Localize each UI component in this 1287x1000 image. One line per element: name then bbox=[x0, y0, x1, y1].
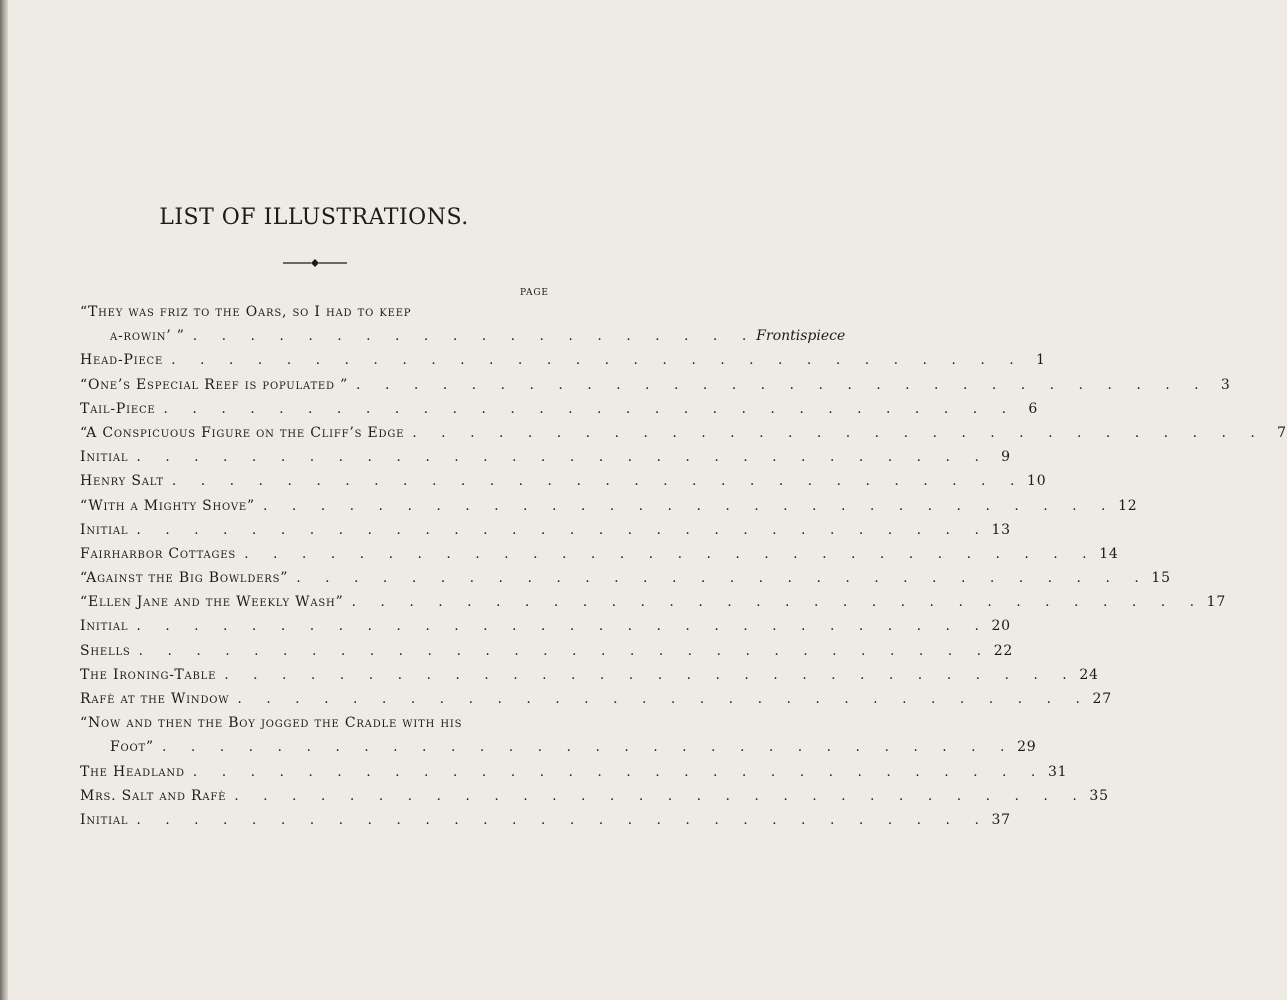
list-item bbox=[80, 518, 1011, 542]
dot-leader: . . . . . . . . . . . . . . . . . . . . . . . . . . . . . . bbox=[136, 449, 989, 466]
entry-label: Tail-Piece bbox=[80, 400, 156, 417]
list-item bbox=[80, 735, 1037, 759]
dot-leader: . . . . . . . . . . . . . . . . . . . . . . . . . . . . . . bbox=[356, 376, 1209, 393]
entry-page: 15 bbox=[1151, 570, 1171, 587]
entry-page: 1 bbox=[1035, 352, 1046, 369]
dot-leader: . . . . . . . . . . . . . . . . . . . . . . . . . . . . . . bbox=[136, 811, 989, 828]
entry-label: The Ironing-Table bbox=[80, 666, 217, 683]
entry-page: 27 bbox=[1092, 691, 1112, 707]
entry-label: Initial bbox=[80, 521, 129, 538]
page-binding-edge bbox=[0, 0, 8, 1000]
dot-leader: . . . . . . . . . . . . . . . . . . . . . . . . . . . . . . bbox=[244, 545, 1097, 562]
entry-page: 37 bbox=[991, 811, 1011, 828]
dot-leader: . . . . . . . . . . . . . . . . . . . . . . . . . . . . . . bbox=[351, 594, 1205, 611]
entry-page: 22 bbox=[993, 642, 1014, 659]
entry-label: Foot” bbox=[110, 739, 154, 756]
list-item bbox=[80, 566, 1171, 590]
dot-leader: . . . . . . . . . . . . . . . . . . . . . . . . . . . . . . bbox=[136, 521, 989, 538]
dot-leader: . . . . . . . . . . . . . . . . . . . . . . . . . . . . . . bbox=[136, 618, 989, 635]
list-item bbox=[80, 300, 546, 324]
dot-leader: . . . . . . . . . . . . . . . . . . . . . . . . . . . . . . bbox=[171, 473, 1025, 490]
list-item bbox=[80, 421, 1287, 445]
list-item bbox=[80, 614, 1011, 638]
entry-page: 24 bbox=[1079, 666, 1099, 683]
list-item bbox=[80, 373, 1231, 397]
entry-label: “Against the Big Bowlders” bbox=[80, 570, 289, 587]
list-item bbox=[80, 469, 1047, 493]
entry-label: “Now and then the Boy jogged the Cradle with his bbox=[80, 715, 463, 732]
entry-label: Head-Piece bbox=[80, 352, 164, 369]
entry-label: Initial bbox=[80, 449, 129, 466]
entry-label: The Headland bbox=[80, 763, 185, 780]
entry-page: 31 bbox=[1047, 763, 1068, 780]
dot-leader: . . . . . . . . . . . . . . . . . . . . . . . . . . . . . . bbox=[138, 642, 992, 659]
list-item bbox=[80, 494, 1138, 518]
list-item bbox=[80, 324, 846, 348]
entry-label: “With a Mighty Shove” bbox=[80, 497, 255, 514]
entry-page: 13 bbox=[991, 521, 1011, 538]
dot-leader: . . . . . . . . . . . . . . . . . . . . . . . . . . . . . . bbox=[163, 400, 1017, 417]
page-title: LIST OF ILLUSTRATIONS. bbox=[159, 205, 469, 230]
entry-label: “They was friz to the Oars, so I had to keep bbox=[80, 304, 412, 320]
list-item bbox=[80, 663, 1099, 687]
list-item bbox=[80, 590, 1227, 614]
list-item bbox=[80, 760, 1068, 784]
list-item bbox=[80, 348, 1046, 372]
entry-label: a-rowin’ ” bbox=[110, 328, 185, 345]
entry-label: “A Conspicuous Figure on the Cliff’s Edge bbox=[80, 424, 405, 441]
entry-label: Fairharbor Cottages bbox=[80, 545, 237, 562]
entry-page: 17 bbox=[1206, 594, 1227, 611]
entry-page: 6 bbox=[1028, 400, 1039, 417]
dot-leader: . . . . . . . . . . . . . . . . . . . . . . . . . . . . . . bbox=[262, 497, 1116, 514]
dot-leader: . . . . . . . . . . . . . . . . . . . . . . . . . . . . . . bbox=[234, 787, 1087, 804]
list-item bbox=[80, 639, 1014, 663]
dot-leader: . . . . . . . . . . . . . . . . . . . . . . . . . . . . . . bbox=[296, 570, 1149, 587]
dot-leader: . . . . . . . . . . . . . . . . . . . . . . . . . . . . . . bbox=[412, 424, 1265, 441]
list-item bbox=[80, 711, 546, 735]
list-item bbox=[80, 445, 1011, 469]
entry-label: “Ellen Jane and the Weekly Wash” bbox=[80, 594, 344, 611]
entry-page: 12 bbox=[1118, 497, 1138, 514]
entry-label: Shells bbox=[80, 642, 131, 659]
entry-page: 35 bbox=[1089, 787, 1109, 804]
dot-leader: . . . . . . . . . . . . . . . . . . . . . . . . . . . . . . bbox=[161, 739, 1015, 756]
dot-leader: . . . . . . . . . . . . . . . . . . . . . . . . . . . . . . bbox=[171, 352, 1024, 369]
list-item bbox=[80, 397, 1039, 421]
entry-page: 20 bbox=[991, 618, 1011, 635]
list-item bbox=[80, 542, 1119, 566]
entry-page: 10 bbox=[1026, 473, 1047, 490]
list-item bbox=[80, 687, 1112, 711]
entry-page: 7 bbox=[1277, 424, 1287, 441]
page-column-label: PAGE bbox=[520, 288, 549, 298]
entry-page: Frontispiece bbox=[756, 328, 846, 345]
entry-label: Initial bbox=[80, 618, 129, 635]
entry-page: 14 bbox=[1099, 545, 1119, 562]
dot-leader: . . . . . . . . . . . . . . . . . . . . . . . . . . . . . . bbox=[224, 666, 1077, 683]
entry-page: 29 bbox=[1017, 739, 1037, 756]
entry-label: Henry Salt bbox=[80, 473, 164, 490]
ornament-divider bbox=[283, 257, 347, 269]
dot-leader: . . . . . . . . . . . . . . . . . . . . . . . . . . . . . . bbox=[237, 691, 1090, 707]
list-item bbox=[80, 808, 1011, 832]
entry-label: Mrs. Salt and Rafè bbox=[80, 787, 227, 804]
dot-leader: . . . . . . . . . . . . . . . . . . . . bbox=[192, 328, 757, 345]
entry-label: Initial bbox=[80, 811, 129, 828]
illustrations-list bbox=[80, 300, 1287, 832]
entry-page: 9 bbox=[1001, 449, 1011, 466]
entry-label: Rafè at the Window bbox=[80, 691, 230, 707]
entry-page: 3 bbox=[1220, 376, 1231, 393]
list-item bbox=[80, 784, 1109, 808]
entry-label: “One’s Especial Reef is populated ” bbox=[80, 376, 349, 393]
dot-leader: . . . . . . . . . . . . . . . . . . . . . . . . . . . . . . bbox=[192, 763, 1046, 780]
